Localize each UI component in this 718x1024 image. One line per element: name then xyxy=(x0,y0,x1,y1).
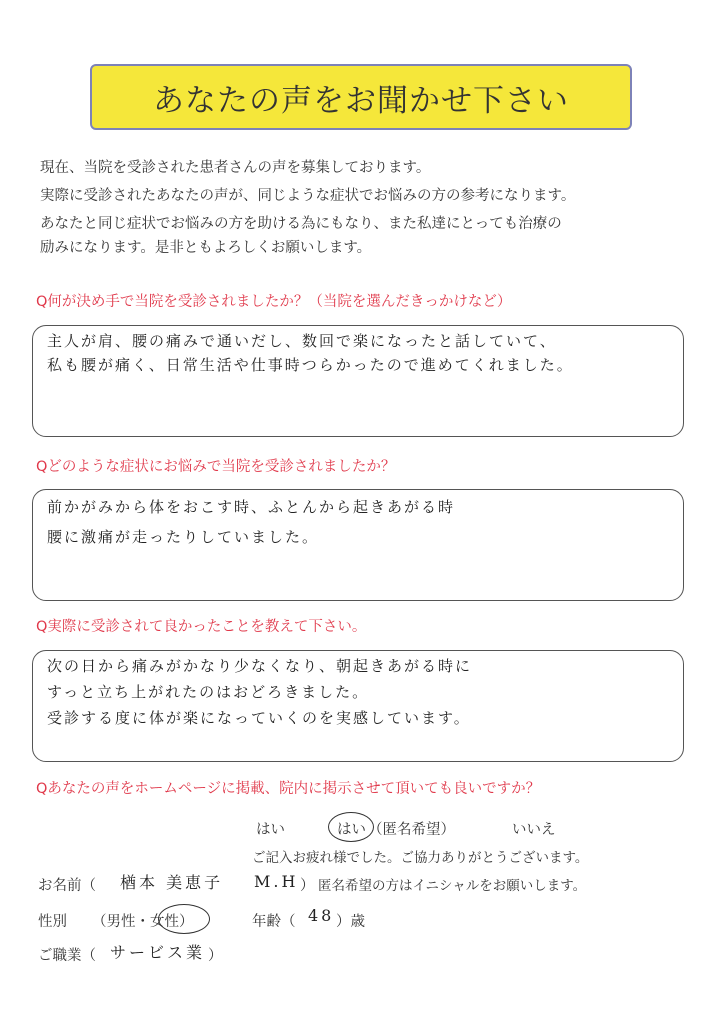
gender-label: 性別 xyxy=(38,914,67,930)
question-2: Qどのような症状にお悩みで当院を受診されましたか？ xyxy=(36,459,396,475)
age-suffix: ）歳 xyxy=(336,914,365,930)
name-label: お名前（ xyxy=(38,878,96,894)
answer-1-line-2: 私も腰が痛く、日常生活や仕事時つらかったので進めてくれました。 xyxy=(47,356,574,374)
answer-3-line-2: すっと立ち上がれたのはおどろきました。 xyxy=(47,683,370,701)
intro-line-1: 現在、当院を受診された患者さんの声を募集しております。 xyxy=(40,160,431,176)
question-3: Q実際に受診されて良かったことを教えて下さい。 xyxy=(36,619,367,635)
option-no: いいえ xyxy=(512,822,556,838)
answer-2-line-2: 腰に激痛が走ったりしていました。 xyxy=(47,528,320,546)
initials-value: M.H xyxy=(254,872,299,891)
anonymous-note: 匿名希望の方はイニシャルをお願いします。 xyxy=(318,878,587,894)
occupation-value: サービス業 xyxy=(110,943,206,962)
gender-options: （男性・女性） xyxy=(92,914,194,930)
page-title: あなたの声をお聞かせ下さい xyxy=(153,82,569,119)
answer-box-1 xyxy=(32,325,684,437)
answer-1-line-1: 主人が肩、腰の痛みで通いだし、数回で楽になったと話していて、 xyxy=(47,332,557,350)
answer-2-line-1: 前かがみから体をおこす時、ふとんから起きあがる時 xyxy=(47,498,456,516)
age-label: 年齢（ xyxy=(252,914,296,930)
name-value: 楢本 美恵子 xyxy=(120,873,224,892)
intro-line-4: 励みになります。是非ともよろしくお願いします。 xyxy=(40,240,372,256)
gender-selected-circle xyxy=(158,904,210,934)
thanks-note: ご記入お疲れ様でした。ご協力ありがとうございます。 xyxy=(252,850,589,866)
option-yes: はい xyxy=(256,822,285,838)
occupation-label: ご職業（ xyxy=(38,948,96,964)
option-anonymous-label: （匿名希望） xyxy=(368,822,455,838)
name-close-paren: ） xyxy=(300,878,315,894)
age-value: 48 xyxy=(308,906,335,925)
title-banner xyxy=(90,64,632,130)
answer-3-line-3: 受診する度に体が楽になっていくのを実感しています。 xyxy=(47,709,471,727)
answer-box-2 xyxy=(32,489,684,601)
answer-3-line-1: 次の日から痛みがかなり少なくなり、朝起きあがる時に xyxy=(47,657,473,675)
option-yes-anonymous: はい xyxy=(337,822,366,838)
question-4: Qあなたの声をホームページに掲載、院内に掲示させて頂いても良いですか？ xyxy=(36,781,541,797)
intro-line-3: あなたと同じ症状でお悩みの方を助ける為にもなり、また私達にとっても治療の xyxy=(40,216,562,232)
intro-line-2: 実際に受診されたあなたの声が、同じような症状でお悩みの方の参考になります。 xyxy=(40,188,576,204)
occupation-close-paren: ） xyxy=(208,948,223,964)
answer-box-3 xyxy=(32,650,684,762)
question-1: Q何が決め手で当院を受診されましたか？（当院を選んだきっかけなど） xyxy=(36,294,512,310)
